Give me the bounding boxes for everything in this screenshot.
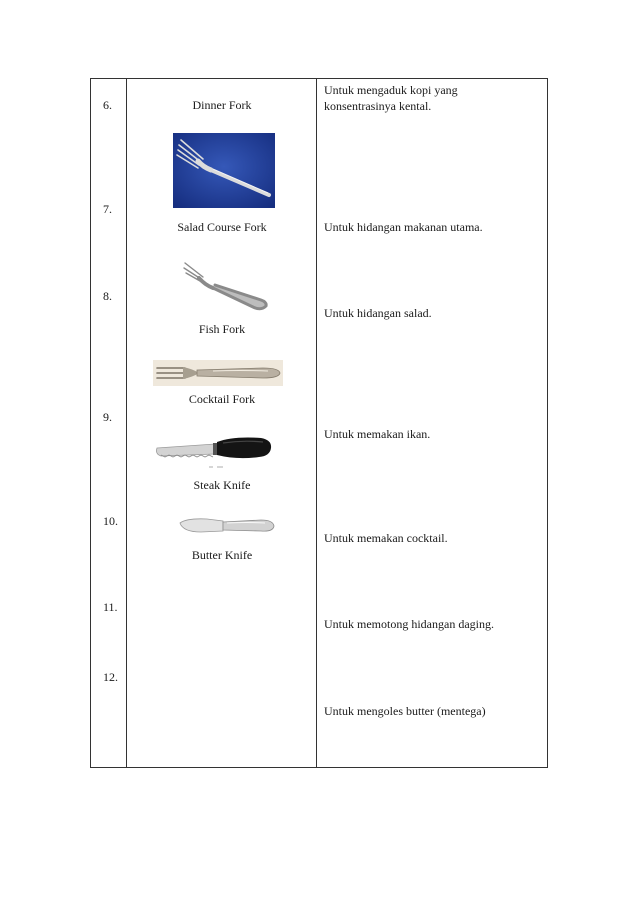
row-number-9: 9.	[103, 410, 112, 424]
description-7: Untuk hidangan makanan utama.	[324, 220, 483, 234]
description-10: Untuk memakan cocktail.	[324, 531, 448, 545]
description-6-line-1: Untuk mengaduk kopi yang	[324, 83, 458, 97]
fish-fork-photo	[153, 360, 283, 386]
row-number-12: 12.	[103, 670, 118, 684]
row-number-6: 6.	[103, 98, 112, 112]
column-divider-1	[126, 79, 127, 767]
column-divider-2	[316, 79, 317, 767]
description-8: Untuk hidangan salad.	[324, 306, 432, 320]
row-number-7: 7.	[103, 202, 112, 216]
salad-fork-photo	[181, 257, 271, 315]
dinner-fork-photo	[173, 133, 275, 208]
item-name-dinner-fork: Dinner Fork	[192, 98, 252, 112]
item-name-fish-fork: Fish Fork	[198, 322, 246, 336]
description-12: Untuk mengoles butter (mentega)	[324, 704, 486, 718]
item-name-salad-course-fork: Salad Course Fork	[177, 220, 267, 234]
steak-knife-photo	[153, 434, 275, 470]
row-number-8: 8.	[103, 289, 112, 303]
cutlery-table	[90, 78, 548, 768]
row-number-11: 11.	[103, 600, 118, 614]
butter-knife-photo	[177, 513, 277, 539]
item-name-butter-knife: Butter Knife	[191, 548, 253, 562]
item-name-cocktail-fork: Cocktail Fork	[188, 392, 256, 406]
description-11: Untuk memotong hidangan daging.	[324, 617, 494, 631]
row-number-10: 10.	[103, 514, 118, 528]
description-6-line-2: konsentrasinya kental.	[324, 99, 432, 113]
item-name-steak-knife: Steak Knife	[193, 478, 251, 492]
description-9: Untuk memakan ikan.	[324, 427, 431, 441]
